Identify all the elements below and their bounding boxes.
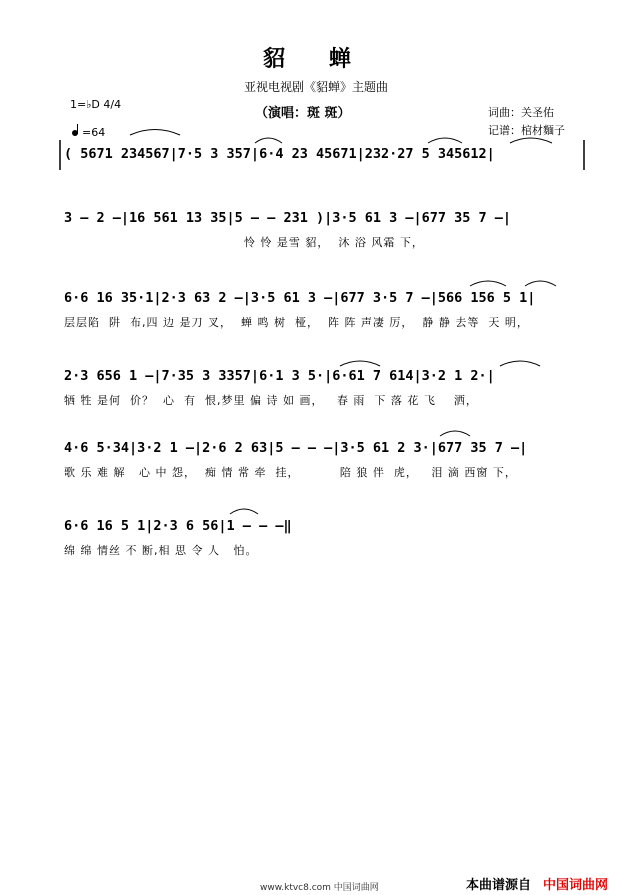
- tempo-value: =64: [82, 126, 106, 139]
- lyric-line-4: 牺 牲 是何 价？ 心 有 恨,梦里 偏 诗 如 画， 春 雨 下 落 花 飞 洒，: [64, 394, 478, 407]
- lyric-line-6: 绵 绵 情丝 不 断,相 思 令 人 怕。: [64, 544, 258, 557]
- lyric-line-3: 层层陷 阱 布,四 边 是刀 叉， 蝉 鸣 树 桠， 阵 阵 声凄 厉， 静 静 去等 天 明，: [64, 316, 529, 329]
- source-prefix: 本曲谱源自: [466, 878, 532, 893]
- notation-line-1: ( 5671 234567|7·5 3 357|6·4 23 45671|232·27 5 345612|: [64, 146, 495, 162]
- lyric-line-2: 怜 怜 是雪 貂， 沐 浴 风霜 下，: [64, 236, 424, 249]
- notation-line-4: 2·3 656 1 –|7·35 3 3357|6·1 3 5·|6·61 7 614|3·2 1 2·|: [64, 368, 495, 384]
- lyric-line-5: 歌 乐 难 解 心 中 怨， 痴 情 常 牵 挂， 陪 狼 伴 虎， 泪 滴 西窗 下，: [64, 466, 517, 479]
- notation-line-2: 3 – 2 –|16 561 13 35|5 – – 231 )|3·5 61 3 –|677 35 7 –|: [64, 210, 512, 226]
- transcriber-credit: 记谱：棺材麵子: [488, 124, 565, 137]
- site-url: www.ktvc8.com 中国词曲网: [260, 883, 379, 893]
- song-subtitle: 亚视电视剧《貂蝉》主题曲: [243, 80, 388, 94]
- source-credit: [466, 874, 608, 893]
- tempo-marking: [72, 124, 105, 139]
- notation-line-3: 6·6 16 35·1|2·3 63 2 –|3·5 61 3 –|677 3·5 7 –|566 156 5 1|: [64, 290, 536, 306]
- song-title: 貂 蝉: [263, 46, 369, 72]
- notation-line-5: 4·6 5·34|3·2 1 –|2·6 2 63|5 – – –|3·5 61 2 3·|677 35 7 –|: [64, 440, 528, 456]
- singer-credit: （演唱：斑 斑）: [255, 106, 351, 121]
- key-signature: 1=♭D 4/4: [70, 98, 122, 111]
- lyricist-credit: 词曲：关圣佑: [488, 106, 554, 119]
- notation-line-6: 6·6 16 5 1|2·3 6 56|1 – – –‖: [64, 518, 292, 534]
- source-site-name[interactable]: 中国词曲网: [543, 878, 609, 893]
